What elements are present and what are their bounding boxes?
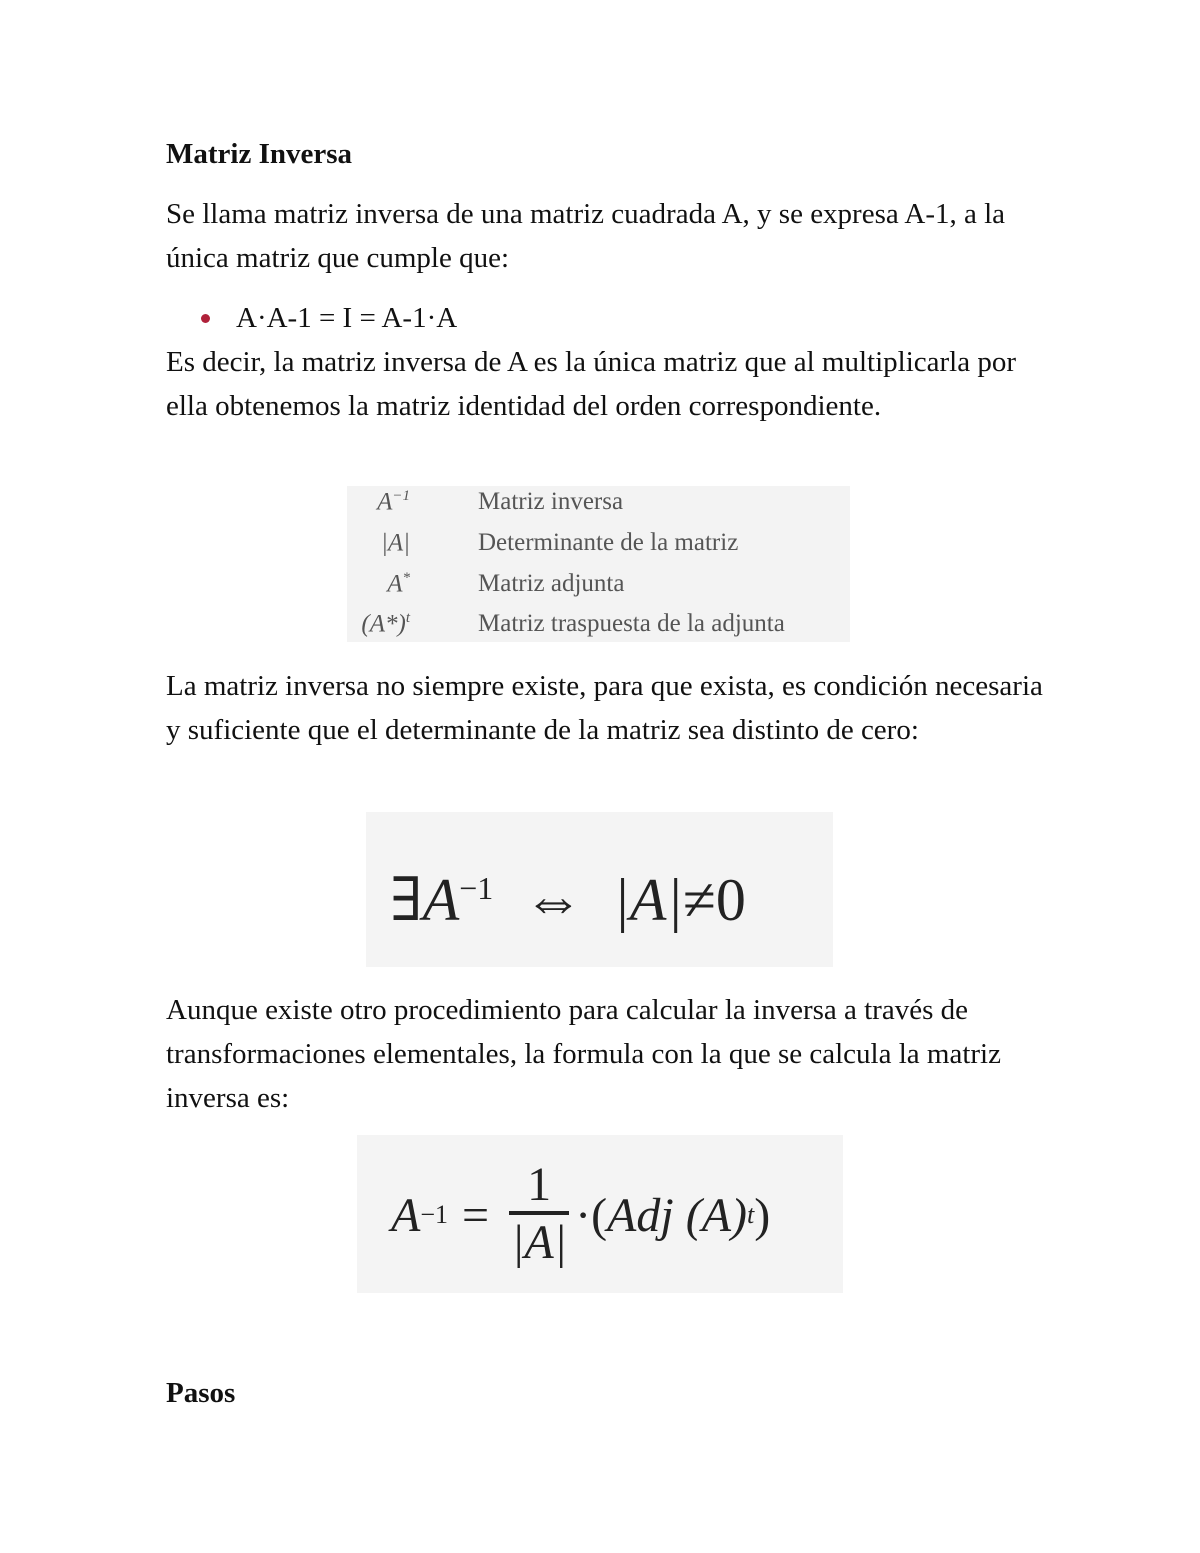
notation-description: Determinante de la matriz	[478, 529, 739, 556]
existence-formula: $\exists A^{-1}$ ⇔ |A|≠0	[390, 867, 746, 933]
notation-symbol: $A^{-1}$	[377, 488, 410, 516]
page-title: Matriz Inversa	[166, 138, 353, 170]
inverse-formula: A −1 = $\frac{1}{|A|}$ ·( Adj (A) t )	[391, 1158, 771, 1269]
inverse-formula-image	[357, 1135, 843, 1293]
notation-row	[347, 610, 850, 650]
explanation-paragraph: Es decir, la matriz inversa de A es la única matriz que al multiplicarla por ella obtenemos la matriz identidad del orden correspondiente.	[166, 346, 1016, 422]
formula-intro-paragraph: Aunque existe otro procedimiento para calcular la inversa a través de transformaciones elementales, la formula con la que se calcula la matriz inversa es:	[166, 994, 1001, 1114]
steps-heading: Pasos	[166, 1377, 236, 1409]
notation-description: Matriz adjunta	[478, 570, 625, 597]
identity-bullet	[200, 296, 457, 340]
notation-row	[347, 488, 850, 528]
notation-symbol: A*	[387, 570, 410, 598]
notation-row	[347, 529, 850, 569]
bullet-dot-icon	[201, 314, 210, 323]
existence-formula-image	[366, 812, 833, 967]
notation-row	[347, 570, 850, 610]
notation-symbol: |A|	[380, 529, 410, 557]
notation-symbol: $(A*)^t$	[361, 610, 410, 638]
notation-table-image	[347, 486, 850, 642]
definition-paragraph: Se llama matriz inversa de una matriz cuadrada A, y se expresa A-1, a la única matriz que cumple que:	[166, 198, 1006, 274]
notation-description: Matriz inversa	[478, 488, 624, 515]
identity-equation: A·A-1 = I = A-1·A	[236, 302, 458, 334]
existence-condition-paragraph: La matriz inversa no siempre existe, para que exista, es condición necesaria y suficiente que el determinante de la matriz sea distinto de cero:	[166, 670, 1043, 746]
notation-description: Matriz traspuesta de la adjunta	[478, 610, 785, 637]
fraction: $\frac{1}{|A|}$	[509, 1159, 569, 1271]
